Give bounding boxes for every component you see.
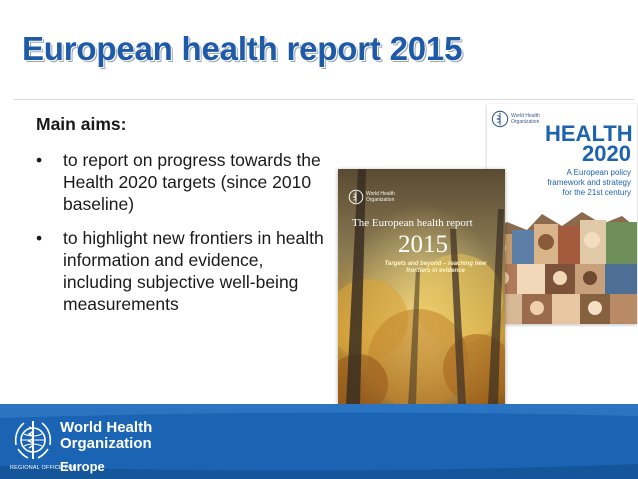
health2020-title: HEALTH 2020 [545,121,633,166]
health2020-org-name: World Health Organization [511,113,540,125]
footer-bar [0,404,638,479]
health2020-subtitle: A European policy framework and strategy for the 21st century [547,168,631,197]
bullet-marker: • [36,150,43,170]
list-item [36,149,336,215]
who-name-line2: Organization [60,435,152,452]
content-area [36,113,336,327]
region-name: Europe [60,459,105,474]
aims-heading: Main aims: [36,114,127,134]
aims-list [36,149,336,315]
bullet-text: to report on progress towards the Health 2020 targets (since 2010 baseline) [63,150,321,214]
regional-office-label: REGIONAL OFFICE FOR [10,465,77,471]
who-logo-icon [348,189,364,205]
european-health-report-cover-image [338,169,505,405]
slide-title: European health report 2015 [22,30,463,67]
photo-collage [487,204,637,324]
list-item [36,227,336,315]
title-divider [14,99,634,100]
ehr-year: 2015 [398,231,448,258]
who-name-line1: World Health [60,419,153,436]
bullet-marker: • [36,228,43,248]
who-emblem-icon [10,417,56,463]
ehr-org-name: World Health Organization [366,191,395,203]
bullet-text: to highlight new frontiers in health information and evidence, including subjective well-being measurements [63,228,324,314]
health2020-cover-image [487,104,637,324]
who-logo-icon [491,110,509,128]
ehr-title: The European health report [352,217,473,229]
ehr-subtitle: Targets and beyond – reaching new frontiers in evidence [384,261,487,274]
